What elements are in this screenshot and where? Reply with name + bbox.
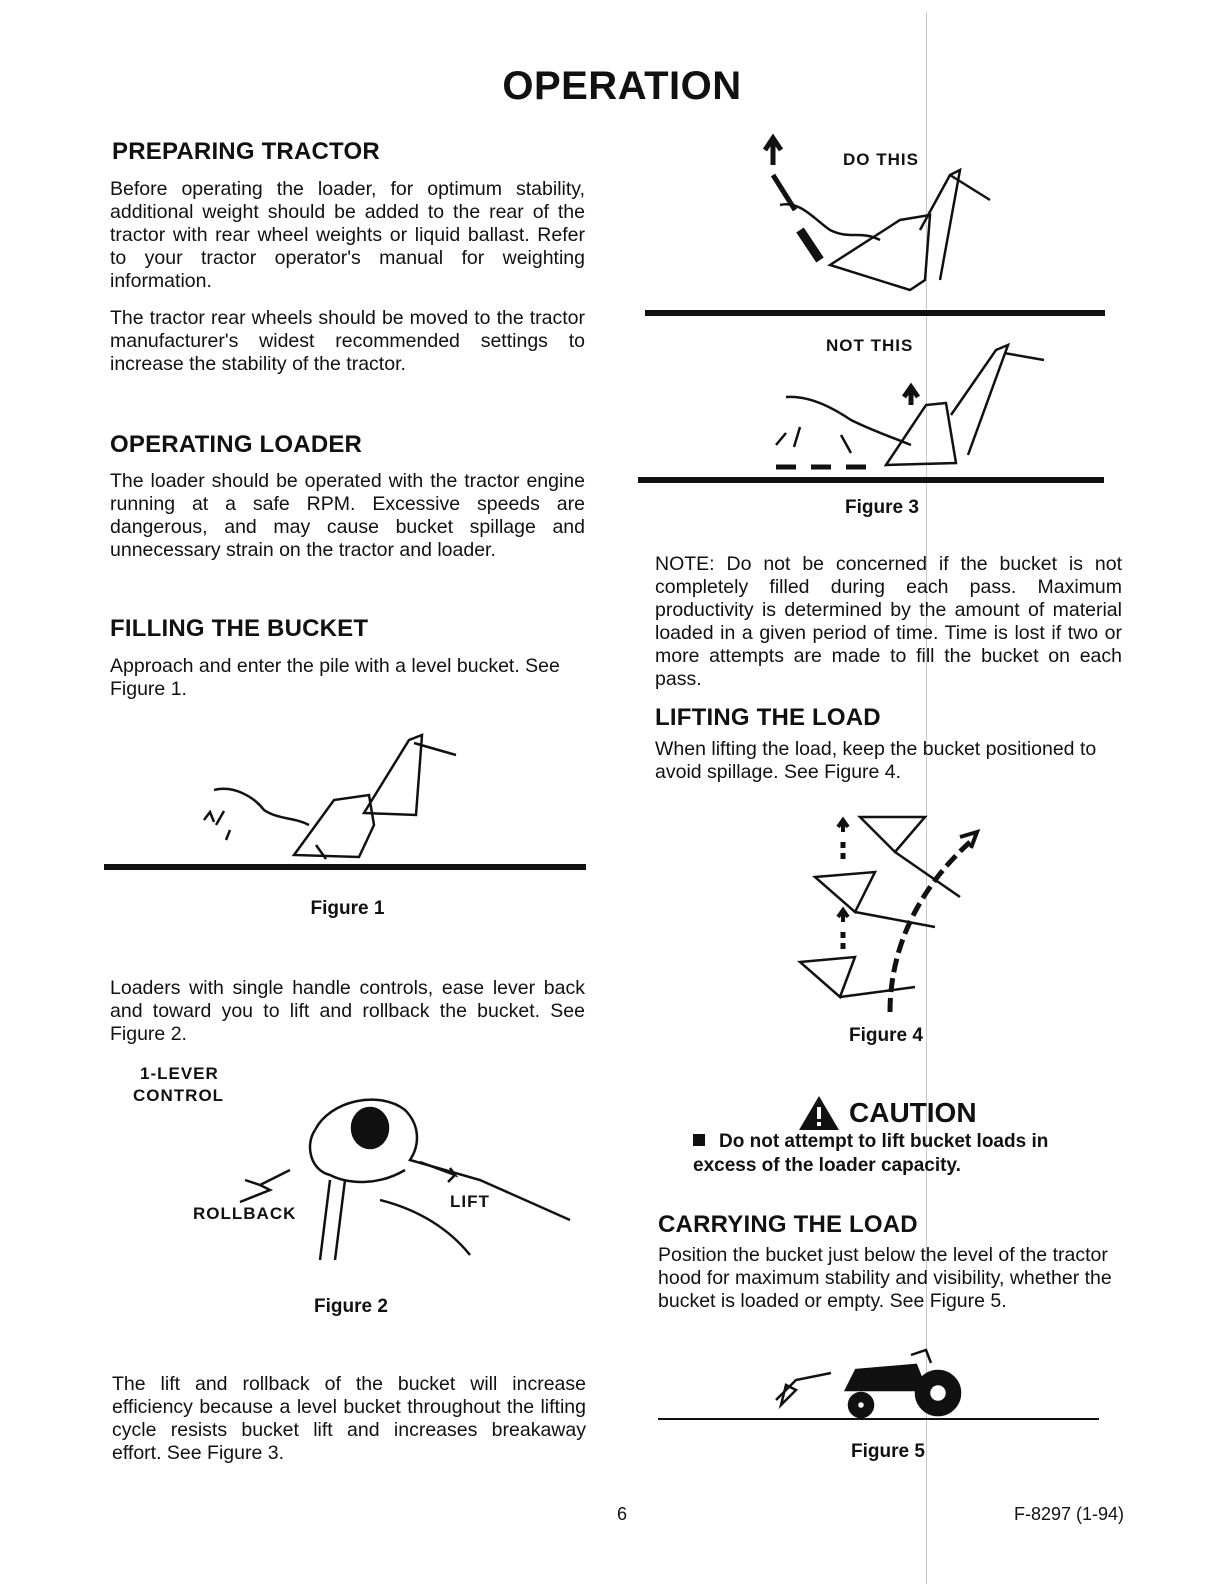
figure-4-caption: Figure 4 bbox=[849, 1025, 923, 1046]
figure-2-label-lift: LIFT bbox=[450, 1192, 490, 1211]
figure-5-illustration bbox=[656, 1335, 1101, 1425]
heading-operating-loader: OPERATING LOADER bbox=[110, 431, 363, 458]
up-arrow-icon bbox=[765, 138, 781, 165]
warning-triangle-icon bbox=[797, 1094, 841, 1132]
tractor-body bbox=[846, 1365, 926, 1390]
pile-outline bbox=[214, 789, 309, 825]
bucket-shape bbox=[886, 403, 956, 465]
heading-filling-bucket: FILLING THE BUCKET bbox=[110, 615, 369, 642]
caution-text-block bbox=[693, 1130, 1103, 1178]
caution-text: Do not attempt to lift bucket loads in excess of the loader capacity. bbox=[693, 1131, 1049, 1176]
figure-3-label-do-this: DO THIS bbox=[843, 150, 919, 169]
heading-preparing-tractor: PREPARING TRACTOR bbox=[112, 138, 380, 165]
figure-5-caption: Figure 5 bbox=[851, 1441, 925, 1462]
figure-2-illustration bbox=[220, 1090, 580, 1270]
bucket-middle bbox=[815, 872, 875, 912]
paragraph-preparing-1: Before operating the loader, for optimum stability, additional weight should be added to the rear of the tractor with rear wheel weights or liquid ballast. Refer to your tractor operator's manual for weighting information. bbox=[110, 178, 585, 292]
figure-3-label-not-this: NOT THIS bbox=[826, 336, 914, 355]
paragraph-operating-1: The loader should be operated with the tractor engine running at a safe RPM. Excessive speeds are dangerous, and may cause bucket spillage and unnecessary strain on the tractor and loader. bbox=[110, 470, 585, 561]
caution-box-title bbox=[797, 1094, 977, 1132]
paragraph-preparing-2: The tractor rear wheels should be moved to the tractor manufacturer's widest recommended settings to increase the stability of the tractor. bbox=[110, 307, 585, 375]
bucket-bottom bbox=[800, 957, 855, 997]
rollback-arrow bbox=[240, 1170, 290, 1202]
paragraph-carrying-1: Position the bucket just below the level of the tractor hood for maximum stability and visibility, whether the bucket is loaded or empty. See Figure 5. bbox=[658, 1244, 1112, 1312]
bucket-top bbox=[860, 817, 925, 852]
figure-1-caption: Figure 1 bbox=[310, 898, 385, 919]
paragraph-note: NOTE: Do not be concerned if the bucket is not completely filled during each pass. Maximum productivity is determined by the amount of material loaded in a given period of time. Time is lost if two or more attempts are made to fill the bucket on each pass. bbox=[655, 553, 1122, 690]
figure-3-do-this-illustration bbox=[640, 130, 1110, 320]
page-number: 6 bbox=[617, 1504, 628, 1524]
figure-2-caption: Figure 2 bbox=[314, 1296, 388, 1317]
heading-lifting-load: LIFTING THE LOAD bbox=[655, 704, 881, 731]
figure-1-illustration bbox=[104, 725, 604, 875]
figure-2-label-1-lever: 1-LEVER bbox=[140, 1064, 219, 1083]
heading-carrying-load: CARRYING THE LOAD bbox=[658, 1211, 918, 1238]
bucket-shape bbox=[294, 795, 374, 857]
figure-3-not-this-illustration bbox=[636, 335, 1106, 485]
up-arrow-icon bbox=[838, 820, 848, 832]
lever-knob bbox=[352, 1108, 388, 1148]
paragraph-filling-1: Approach and enter the pile with a level bucket. See Figure 1. bbox=[110, 655, 560, 700]
figure-4-illustration bbox=[795, 802, 995, 1017]
up-arrow-icon bbox=[838, 910, 848, 922]
figure-3-caption: Figure 3 bbox=[845, 497, 919, 518]
paragraph-lifting-1: When lifting the load, keep the bucket positioned to avoid spillage. See Figure 4. bbox=[655, 738, 1097, 783]
page-title: OPERATION bbox=[502, 64, 742, 108]
square-bullet-icon bbox=[693, 1134, 705, 1146]
lift-arrow bbox=[420, 1162, 455, 1182]
up-arrow-icon bbox=[904, 387, 918, 405]
caution-title-text: CAUTION bbox=[849, 1097, 977, 1128]
document-code: F-8297 (1-94) bbox=[1014, 1504, 1125, 1524]
pile-outline bbox=[786, 397, 911, 445]
figure-2-label-control: CONTROL bbox=[133, 1086, 225, 1105]
operator bbox=[911, 1350, 931, 1363]
bucket-shape bbox=[830, 215, 930, 290]
paragraph-lift-rollback: The lift and rollback of the bucket will increase efficiency because a level bucket throughout the lifting cycle resists bucket lift and increases breakaway effort. See Figure 3. bbox=[112, 1373, 586, 1464]
lever-shaft bbox=[320, 1180, 345, 1260]
paragraph-controls: Loaders with single handle controls, ease lever back and toward you to lift and rollback the bucket. See Figure 2. bbox=[110, 977, 585, 1045]
figure-2-label-rollback: ROLLBACK bbox=[193, 1204, 297, 1223]
